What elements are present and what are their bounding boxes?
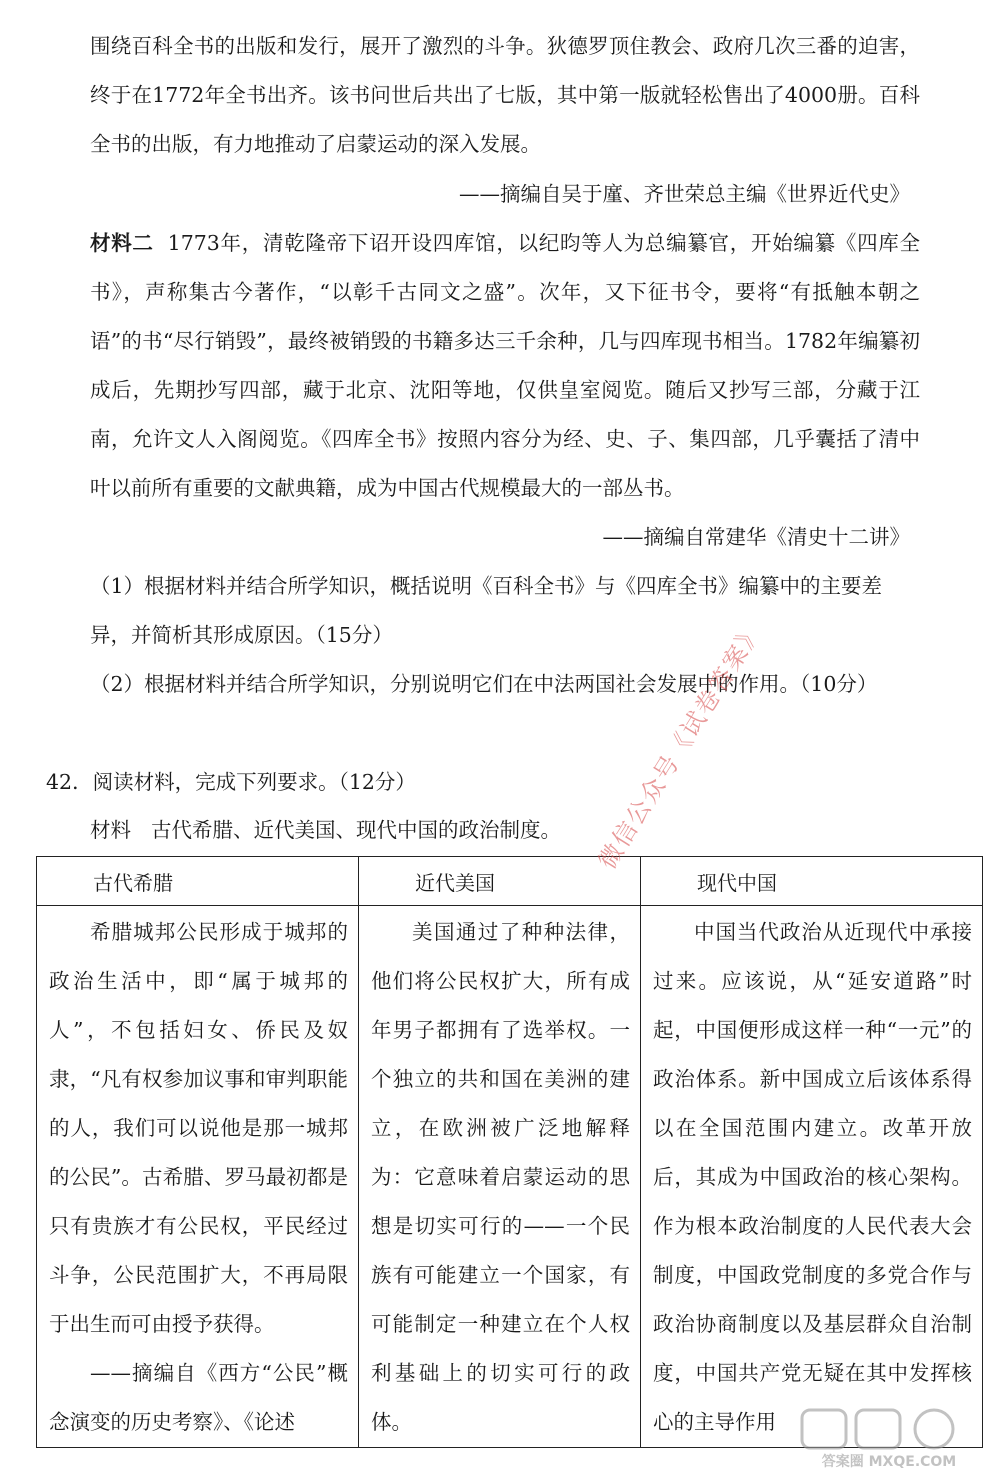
comparison-table: [36, 856, 983, 1448]
question-42-heading: 42．阅读材料，完成下列要求。（12分）: [46, 770, 416, 794]
table-row: [37, 906, 983, 1448]
question-one: （1）根据材料并结合所学知识，概括说明《百科全书》与《四库全书》编纂中的主要差异，并简析其形成原因。（15分）: [90, 574, 883, 647]
cell-modern-usa: 美国通过了种种法律，他们将公民权扩大，所有成年男子都拥有了选举权。一个独立的共和国在美洲的建立，在欧洲被广泛地解释为：它意味着启蒙运动的思想是切实可行的——一个民族有可能建立一个国家，有可能制定一种建立在个人权利基础上的切实可行的政体。: [359, 906, 641, 1448]
material-one-text: 围绕百科全书的出版和发行，展开了激烈的斗争。狄德罗顶住教会、政府几次三番的迫害，终于在1772年全书出齐。该书问世后共出了七版，其中第一版就轻松售出了4000册。百科全书的出版，有力地推动了启蒙运动的深入发展。: [90, 34, 920, 156]
site-logo-icon: [794, 1404, 984, 1472]
material-two-label: 材料二: [90, 231, 154, 255]
material-label: 材料: [90, 818, 131, 842]
question-42-material: [90, 808, 561, 852]
cell-contemporary-china: 中国当代政治从近现代中承接过来。应该说，从“延安道路”时起，中国便形成这样一种“一元”的政治体系。新中国成立后该体系得以在全国范围内建立。改革开放后，其成为中国政治的核心架构。作为根本政治制度的人民代表大会制度，中国政党制度的多党合作与政治协商制度以及基层群众自治制度，中国共产党无疑在其中发挥核心的主导作用: [641, 906, 983, 1448]
material-text: 古代希腊、近代美国、现代中国的政治制度。: [151, 818, 561, 842]
table-header-row: [37, 857, 983, 906]
greece-text: 希腊城邦公民形成于城邦的政治生活中，即“属于城邦的人”，不包括妇女、侨民及奴隶，“凡有权参加议事和审判职能的人，我们可以说他是那一城邦的公民”。古希腊、罗马最初都是只有贵族才有公民权，平民经过斗争，公民范围扩大，不再局限于出生而可由授予获得。: [49, 920, 348, 1336]
watermark-text: 微信公众号《试卷答案》: [593, 616, 769, 875]
material-two-source: ——摘编自常建华《清史十二讲》: [602, 525, 910, 549]
material-two-paragraph: [90, 219, 920, 513]
site-logo-text: 答案圈 MXQE.COM: [821, 1454, 957, 1470]
header-modern-usa: 近代美国: [359, 857, 641, 906]
material-one-source: ——摘编自吴于廑、齐世荣总主编《世界近代史》: [459, 182, 910, 206]
greece-source: ——摘编自《西方“公民”概念演变的历史考察》、《论述: [49, 1361, 348, 1434]
material-two-text: 1773年，清乾隆帝下诏开设四库馆，以纪昀等人为总编纂官，开始编纂《四库全书》，声称集古今著作，“以彰千古同文之盛”。次年，又下征书令，要将“有抵触本朝之语”的书“尽行销毁”，最终被销毁的书籍多达三千余种，几与四库现书相当。1782年编纂初成后，先期抄写四部，藏于北京、沈阳等地，仅供皇室阅览。随后又抄写三部，分藏于江南，允许文人入阁阅览。《四库全书》按照内容分为经、史、子、集四部，几乎囊括了清中叶以前所有重要的文献典籍，成为中国古代规模最大的一部丛书。: [90, 231, 921, 500]
header-ancient-greece: 古代希腊: [37, 857, 359, 906]
cell-ancient-greece: [37, 906, 359, 1448]
header-contemporary-china: 现代中国: [641, 857, 983, 906]
question-two: （2）根据材料并结合所学知识，分别说明它们在中法两国社会发展中的作用。（10分）: [90, 672, 878, 696]
